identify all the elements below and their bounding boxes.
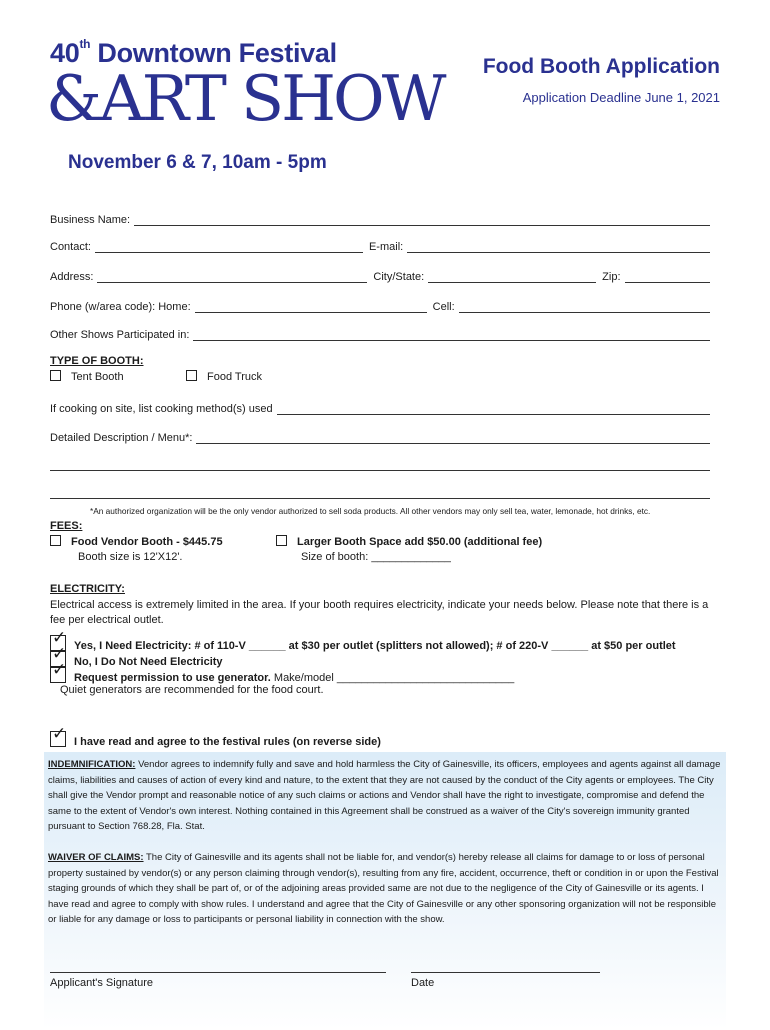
cooking-method-field[interactable]: [277, 402, 710, 415]
size-of-booth-field[interactable]: Size of booth: _____________: [301, 551, 451, 563]
soda-note: *An authorized organization will be the only vendor authorized to sell soda products. All other vendors may only sell tea, water, lemonade, hot drinks, etc.: [90, 506, 651, 516]
booth-type-heading: TYPE OF BOOTH:: [50, 355, 144, 367]
address-field[interactable]: [97, 270, 367, 283]
quiet-generators-note: Quiet generators are recommended for the food court.: [60, 684, 324, 696]
zip-field[interactable]: [625, 270, 710, 283]
checkmark-icon: ✓: [52, 660, 67, 679]
applicant-signature-field[interactable]: [50, 972, 386, 973]
cell-phone-field[interactable]: [459, 300, 710, 313]
indemnification-paragraph: INDEMNIFICATION: Vendor agrees to indemnify fully and save and hold harmless the City of Gainesville, its officers, employees and agents against all damage claims, liabilities and causes of action of every kind and nature, to the extent that they are not caused by the conduct of the City agents or employees. The City shall give the Vendor prompt and reasonable notice of any such claims or actions and Vendor shall have the right to investigate, compromise and defend the same to the extent of Vendor's own interest. Nothing contained in this Agreement shall be construed as a waiver of the City's sovereign immunity granted pursuant to Section 768.28, Fla. Stat.: [48, 759, 721, 833]
business-name-row: Business Name:: [50, 210, 710, 226]
date-label: Date: [411, 977, 435, 989]
tent-booth-checkbox[interactable]: [50, 370, 61, 381]
need-electricity-option[interactable]: ✓ Yes, I Need Electricity: # of 110-V ______ at $30 per outlet (splitters not allowed); # of 220-V ______ at $50 per outlet: [52, 628, 676, 652]
description-line-2[interactable]: [50, 470, 710, 471]
electricity-intro: Electrical access is extremely limited in the area. If your booth requires electricity, indicate your needs below. Please note that there is a fee per electrical outlet.: [50, 599, 709, 626]
cooking-row: If cooking on site, list cooking method(s) used: [50, 399, 710, 415]
applicant-signature-label: Applicant's Signature: [50, 977, 153, 989]
art-show-logo: &ART SHOW: [46, 62, 444, 135]
no-electricity-option[interactable]: ✓ No, I Do Not Need Electricity: [52, 644, 223, 668]
home-phone-field[interactable]: [195, 300, 427, 313]
generator-make-model-field[interactable]: Make/model _____________________________: [273, 672, 515, 684]
form-title: Food Booth Application: [482, 55, 720, 78]
phone-row: Phone (w/area code): Home: Cell:: [50, 297, 710, 313]
other-shows-field[interactable]: [193, 328, 710, 341]
food-truck-option[interactable]: Food Truck: [186, 370, 262, 383]
agree-rules-option[interactable]: ✓ I have read and agree to the festival rules (on reverse side): [52, 724, 381, 748]
festival-title: 40th Downtown Festival: [50, 37, 337, 68]
checkmark-icon: ✓: [52, 628, 67, 647]
menu-description-field[interactable]: [196, 431, 710, 444]
agree-rules-checkbox[interactable]: [50, 724, 67, 747]
tent-booth-option[interactable]: Tent Booth: [50, 370, 124, 383]
date-field[interactable]: [411, 972, 600, 973]
contact-row: Contact: E-mail:: [50, 237, 710, 253]
waiver-paragraph: WAIVER OF CLAIMS: The City of Gainesville and its agents shall not be liable for, and vendor(s) hereby release all claims for damage to or loss of personal property sustained by vendor(s) or any person claiming through vendor(s), resulting from any fire, accident, occurrence, theft or condition in or upon the Festival staging grounds of which they shall be part of, or of the adjoining areas provided same are not due to the negligence of the City of Gainesville or its agents. I have read and agree to comply with show rules. I understand and agree that the City of Gainesville or any other sponsoring organization will not be responsible or liable for any damage or loss to participants or personal liability in connection with the show.: [48, 851, 719, 926]
larger-booth-option[interactable]: Larger Booth Space add $50.00 (additional fee): [276, 535, 542, 548]
generator-option[interactable]: ✓ Request permission to use generator. Make/model _____________________________: [52, 660, 515, 684]
description-line-3[interactable]: [50, 498, 710, 499]
application-deadline: Application Deadline June 1, 2021: [522, 90, 720, 105]
checkmark-icon: ✓: [52, 724, 67, 743]
larger-booth-checkbox[interactable]: [276, 535, 287, 546]
food-vendor-checkbox[interactable]: [50, 535, 61, 546]
festival-dates: November 6 & 7, 10am - 5pm: [68, 152, 327, 173]
food-truck-checkbox[interactable]: [186, 370, 197, 381]
booth-size-text: Booth size is 12'X12'.: [78, 551, 183, 563]
contact-field[interactable]: [95, 240, 363, 253]
business-name-field[interactable]: [134, 213, 710, 226]
food-vendor-option[interactable]: Food Vendor Booth - $445.75: [50, 535, 223, 548]
city-state-field[interactable]: [428, 270, 596, 283]
address-row: Address: City/State: Zip:: [50, 267, 710, 283]
description-row: Detailed Description / Menu*:: [50, 428, 710, 444]
other-shows-row: Other Shows Participated in:: [50, 325, 710, 341]
email-field[interactable]: [407, 240, 710, 253]
generator-checkbox[interactable]: [50, 660, 67, 683]
fees-heading: FEES:: [50, 520, 83, 532]
electricity-heading: ELECTRICITY:: [50, 583, 125, 595]
checkmark-icon: ✓: [52, 644, 67, 663]
